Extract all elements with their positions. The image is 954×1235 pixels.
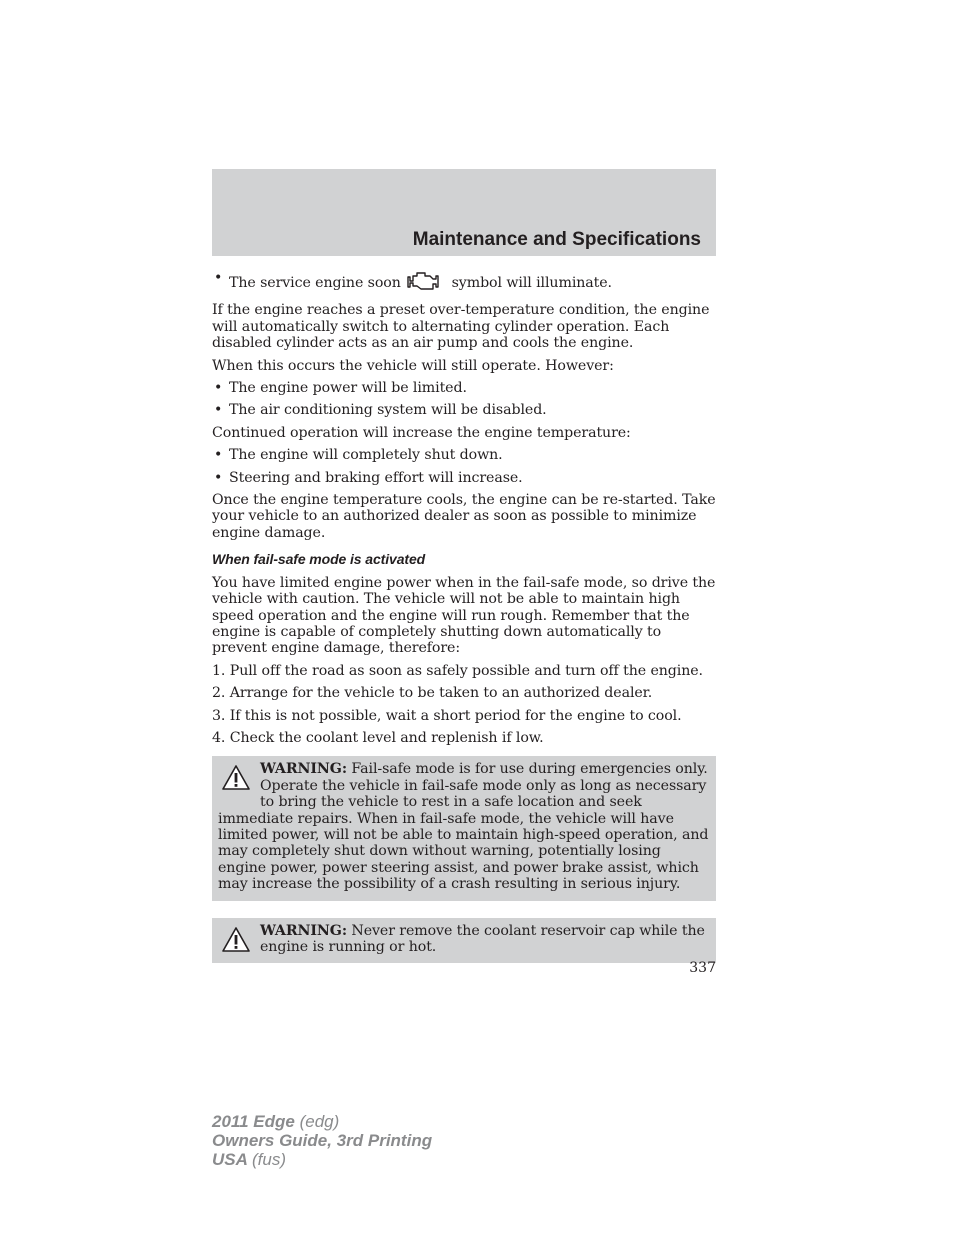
page-body [212, 270, 716, 963]
bullet-dot: • [214, 270, 223, 286]
warning-text: Fail-safe mode is for use during emergencies only. Operate the vehicle in fail-safe mode only as long as necessary to bring the vehicle to rest in a safe location and seek immediate repairs. When in fail-safe mode, the vehicle will have limited power, will not be able to maintain high-speed operation, and may completely shut down without warning, potentially losing engine power, power steering assist, and power brake assist, which may increase the possibility of a crash resulting in serious injury. [218, 761, 709, 893]
bullet-dot: • [214, 469, 223, 486]
warning-triangle-icon [221, 926, 251, 957]
subheading: When fail-safe mode is activated [212, 551, 426, 568]
bullet-item [212, 270, 716, 296]
paragraph: Continued operation will increase the engine temperature: [212, 424, 631, 441]
footer-model: 2011 Edge [212, 1112, 295, 1131]
paragraph: If the engine reaches a preset over-temperature condition, the engine will automatically switch to alternating cylinder operation. Each disabled cylinder acts as an air pump and cools the engine. [212, 302, 710, 352]
bullet-text: The air conditioning system will be disabled. [229, 402, 547, 419]
engine-icon [407, 270, 439, 296]
footer-market: USA [212, 1150, 248, 1169]
bullet-text: The engine power will be limited. [229, 380, 467, 397]
bullet-dot: • [214, 447, 223, 464]
page-number: 337 [689, 960, 716, 976]
step-item: 3. If this is not possible, wait a short period for the engine to cool. [212, 707, 682, 724]
warning-label: WARNING: [260, 922, 347, 939]
bullet-text: The service engine soon [229, 275, 401, 291]
bullet-text-cont: symbol will illuminate. [451, 275, 612, 291]
paragraph: Once the engine temperature cools, the engine can be re-started. Take your vehicle to an authorized dealer as soon as possible to minimize engine damage. [212, 492, 716, 541]
footer-imprint [212, 1112, 432, 1169]
bullet-text: The engine will completely shut down. [229, 447, 503, 464]
bullet-dot: • [214, 380, 223, 397]
bullet-item [212, 447, 716, 463]
warning-box [212, 918, 716, 964]
bullet-text: Steering and braking effort will increase. [229, 469, 523, 486]
section-header [212, 169, 716, 256]
warning-box [212, 756, 716, 900]
bullet-item [212, 402, 716, 418]
warning-triangle-icon [221, 764, 251, 795]
step-item: 2. Arrange for the vehicle to be taken to an authorized dealer. [212, 685, 653, 702]
footer-line-3 [212, 1150, 432, 1169]
paragraph: When this occurs the vehicle will still operate. However: [212, 357, 614, 374]
footer-line-1 [212, 1112, 432, 1131]
bullet-item [212, 470, 716, 486]
footer-line-2: Owners Guide, 3rd Printing [212, 1131, 433, 1150]
footer-market-code: (fus) [252, 1150, 286, 1169]
footer-model-code: (edg) [299, 1112, 340, 1131]
warning-text: Never remove the coolant reservoir cap while the engine is running or hot. [260, 922, 705, 955]
step-item: 1. Pull off the road as soon as safely possible and turn off the engine. [212, 662, 703, 679]
bullet-item [212, 380, 716, 396]
step-item: 4. Check the coolant level and replenish if low. [212, 729, 544, 746]
section-title: Maintenance and Specifications [412, 229, 701, 250]
bullet-dot: • [214, 402, 223, 419]
warning-label: WARNING: [260, 761, 347, 778]
paragraph: You have limited engine power when in the fail-safe mode, so drive the vehicle with caution. The vehicle will not be able to maintain high speed operation and the engine will run rough. Remember that the engine is capable of completely shutting down automatically to prevent engine damage, therefore: [212, 574, 716, 657]
